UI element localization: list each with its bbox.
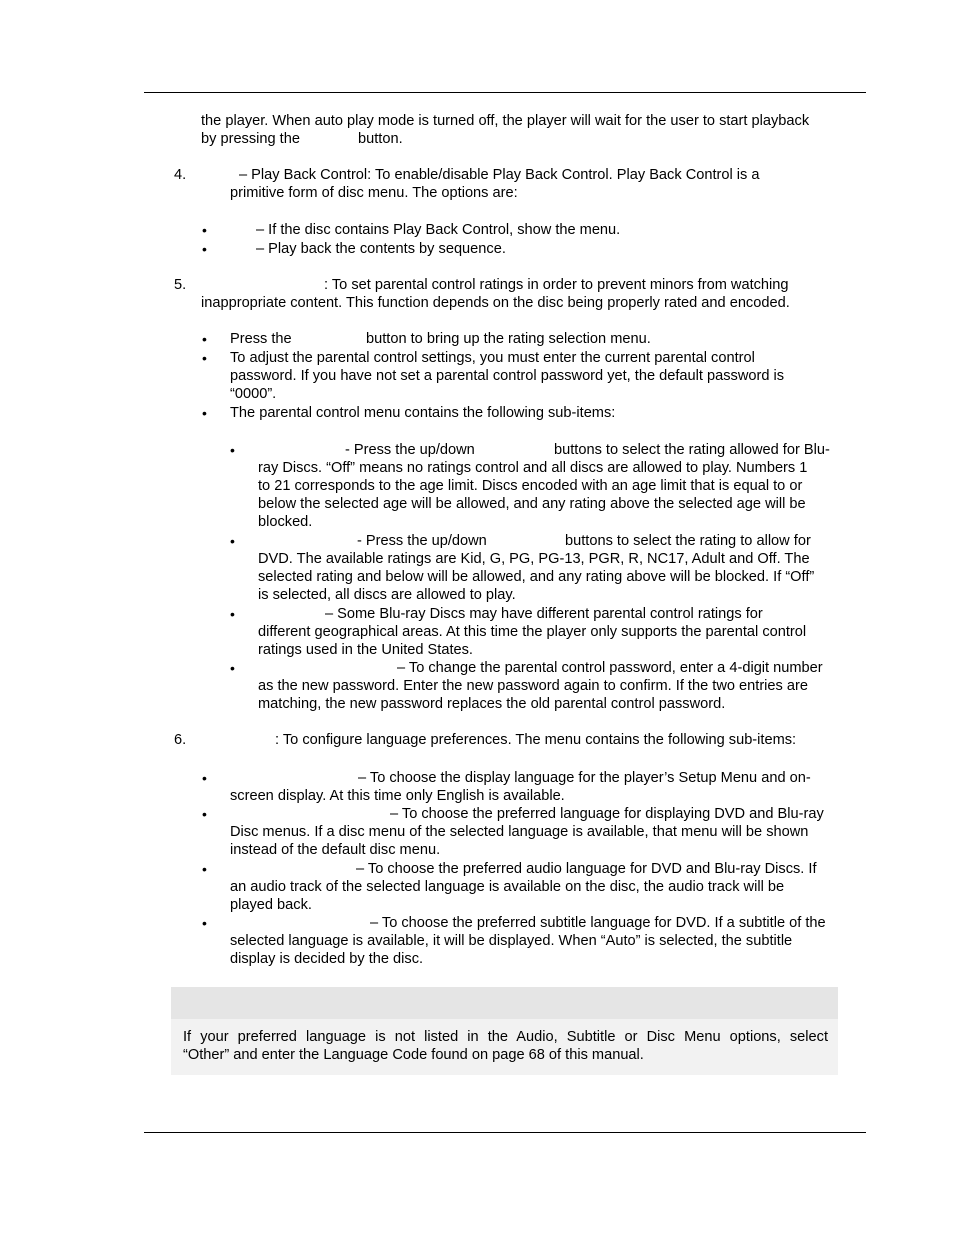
text-line-l32: – To choose the preferred language for displaying DVD and Blu-ray xyxy=(390,806,824,822)
text-line-l16: to 21 corresponds to the age limit. Discs encoded with an age limit that is equal to or xyxy=(258,478,803,494)
bullet-icon: • xyxy=(230,660,235,676)
text-line-l31: screen display. At this time only English is available. xyxy=(230,788,565,804)
text-line-l18: blocked. xyxy=(258,514,313,530)
text-line-l34: instead of the default disc menu. xyxy=(230,842,441,858)
text-line-l2b: button. xyxy=(358,131,403,147)
text-line-l2a: by pressing the xyxy=(201,131,300,147)
footer-rule xyxy=(144,1132,866,1133)
bullet-icon: • xyxy=(202,915,207,931)
text-line-l9a: Press the xyxy=(230,331,292,347)
text-line-l11: password. If you have not set a parental control password yet, the default password is xyxy=(230,368,785,384)
text-line-l37: played back. xyxy=(230,897,312,913)
text-line-l20: DVD. The available ratings are Kid, G, PG, PG-13, PGR, R, NC17, Adult and Off. The xyxy=(258,551,810,567)
list-number-n4: 4. xyxy=(174,167,187,183)
list-number-n6: 6. xyxy=(174,732,187,748)
text-line-l10: To adjust the parental control settings, you must enter the current parental control xyxy=(230,350,755,366)
text-line-l40: display is decided by the disc. xyxy=(230,951,424,967)
text-line-l23: – Some Blu-ray Discs may have different parental control ratings for xyxy=(325,606,763,622)
text-line-l35: – To choose the preferred audio language for DVD and Blu-ray Discs. If xyxy=(356,861,817,877)
header-rule xyxy=(144,92,866,93)
text-line-l1: the player. When auto play mode is turned off, the player will wait for the user to start playback xyxy=(201,113,810,129)
text-line-l15: ray Discs. “Off” means no ratings control and all discs are allowed to play. Numbers 1 xyxy=(258,460,808,476)
text-line-l12: “0000”. xyxy=(230,386,277,402)
text-line-l28: matching, the new password replaces the old parental control password. xyxy=(258,696,726,712)
text-line-l36: an audio track of the selected language is available on the disc, the audio track will be xyxy=(230,879,785,895)
text-line-l6: – Play back the contents by sequence. xyxy=(256,241,506,257)
text-line-l24: different geographical areas. At this time the player only supports the parental control xyxy=(258,624,807,640)
bullet-icon: • xyxy=(230,606,235,622)
text-line-l13: The parental control menu contains the following sub-items: xyxy=(230,405,616,421)
text-line-l3: – Play Back Control: To enable/disable Play Back Control. Play Back Control is a xyxy=(239,167,760,183)
bullet-icon: • xyxy=(230,442,235,458)
bullet-icon: • xyxy=(202,861,207,877)
text-line-l25: ratings used in the United States. xyxy=(258,642,473,658)
text-line-l27: as the new password. Enter the new password again to confirm. If the two entries are xyxy=(258,678,808,694)
text-line-l21: selected rating and below will be allowed, and any rating above will be blocked. If “Off” xyxy=(258,569,815,585)
text-line-l39: selected language is available, it will be displayed. When “Auto” is selected, the subtitle xyxy=(230,933,793,949)
text-line-l19b: buttons to select the rating to allow for xyxy=(565,533,811,549)
note-text-line-2: “Other” and enter the Language Code found on page 68 of this manual. xyxy=(183,1047,644,1063)
text-line-l29: : To configure language preferences. The menu contains the following sub-items: xyxy=(275,732,797,748)
bullet-icon: • xyxy=(202,405,207,421)
text-line-l26: – To change the parental control password, enter a 4-digit number xyxy=(397,660,823,676)
text-line-l8: inappropriate content. This function depends on the disc being properly rated and encoded. xyxy=(201,295,790,311)
text-line-l14a: - Press the up/down xyxy=(345,442,475,458)
text-line-l33: Disc menus. If a disc menu of the selected language is available, that menu will be shown xyxy=(230,824,809,840)
text-line-l4: primitive form of disc menu. The options are: xyxy=(230,185,518,201)
text-line-l38: – To choose the preferred subtitle language for DVD. If a subtitle of the xyxy=(370,915,826,931)
bullet-icon: • xyxy=(202,806,207,822)
bullet-icon: • xyxy=(202,222,207,238)
bullet-icon: • xyxy=(202,350,207,366)
bullet-icon: • xyxy=(230,533,235,549)
text-line-l14b: buttons to select the rating allowed for Blu- xyxy=(554,442,830,458)
text-line-l30: – To choose the display language for the player’s Setup Menu and on- xyxy=(358,770,811,786)
text-line-l17: below the selected age will be allowed, and any rating above the selected age will be xyxy=(258,496,806,512)
text-line-l19a: - Press the up/down xyxy=(357,533,487,549)
text-line-l7: : To set parental control ratings in order to prevent minors from watching xyxy=(324,277,789,293)
list-number-n5: 5. xyxy=(174,277,187,293)
bullet-icon: • xyxy=(202,770,207,786)
text-line-l5: – If the disc contains Play Back Control, show the menu. xyxy=(256,222,621,238)
bullet-icon: • xyxy=(202,331,207,347)
text-line-l9b: button to bring up the rating selection menu. xyxy=(366,331,651,347)
note-text-line-1: If your preferred language is not listed in the Audio, Subtitle or Disc Menu options, select xyxy=(183,1029,828,1045)
note-header-bar xyxy=(171,987,838,1019)
bullet-icon: • xyxy=(202,241,207,257)
text-line-l22: is selected, all discs are allowed to play. xyxy=(258,587,516,603)
